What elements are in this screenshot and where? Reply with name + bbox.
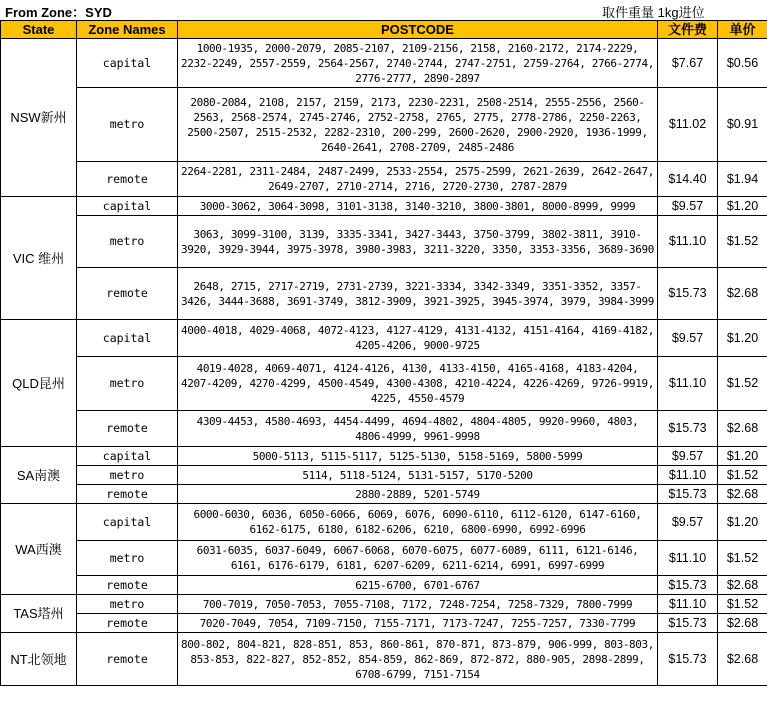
postcode-cell: 4309-4453, 4580-4693, 4454-4499, 4694-4802, 4804-4805, 9920-9960, 4803, 4806-4999, 9961-9998	[178, 411, 658, 447]
table-row	[1, 614, 767, 633]
zone-cell: remote	[77, 411, 178, 447]
table-row	[1, 411, 767, 447]
unit-price-cell: $2.68	[718, 576, 767, 595]
zone-cell: remote	[77, 162, 178, 197]
table-row	[1, 541, 767, 576]
unit-price-cell: $1.52	[718, 541, 767, 576]
postcode-cell: 5114, 5118-5124, 5131-5157, 5170-5200	[178, 466, 658, 485]
unit-price-cell: $2.68	[718, 485, 767, 504]
postcode-cell: 800-802, 804-821, 828-851, 853, 860-861, 870-871, 873-879, 906-999, 803-803, 853-853, 822-827, 852-852, 854-859, 862-869, 872-872, 880-905, 2898-2899, 6708-6799, 7151-7154	[178, 633, 658, 686]
zone-cell: capital	[77, 320, 178, 357]
state-cell: SA南澳	[1, 447, 77, 504]
column-header-fee: 文件费	[658, 21, 718, 39]
fee-cell: $14.40	[658, 162, 718, 197]
zone-cell: capital	[77, 447, 178, 466]
table-row	[1, 466, 767, 485]
from-zone-label: From Zone：SYD	[5, 5, 112, 20]
column-header-unit-price: 单价	[718, 21, 767, 39]
zone-cell: metro	[77, 357, 178, 411]
state-cell: NT北领地	[1, 633, 77, 686]
fee-cell: $15.73	[658, 633, 718, 686]
unit-price-cell: $1.52	[718, 466, 767, 485]
table-row	[1, 268, 767, 320]
postcode-cell: 6000-6030, 6036, 6050-6066, 6069, 6076, 6090-6110, 6112-6120, 6147-6160, 6162-6175, 6180, 6182-6206, 6210, 6800-6990, 6992-6996	[178, 504, 658, 541]
column-header-postcode: POSTCODE	[178, 21, 658, 39]
table-row	[1, 576, 767, 595]
fee-cell: $15.73	[658, 576, 718, 595]
unit-price-cell: $0.56	[718, 39, 767, 88]
fee-cell: $15.73	[658, 411, 718, 447]
zone-cell: remote	[77, 268, 178, 320]
postcode-cell: 2080-2084, 2108, 2157, 2159, 2173, 2230-2231, 2508-2514, 2555-2556, 2560-2563, 2568-2574, 2745-2746, 2752-2758, 2765, 2775, 2778-2786, 2250-2263, 2500-2507, 2515-2532, 2282-2310, 200-299, 2600-2620, 2900-2920, 1936-1999, 2640-2641, 2708-2709, 2485-2486	[178, 88, 658, 162]
zone-cell: remote	[77, 485, 178, 504]
table-row	[1, 320, 767, 357]
postcode-cell: 4019-4028, 4069-4071, 4124-4126, 4130, 4133-4150, 4165-4168, 4183-4204, 4207-4209, 4270-4299, 4500-4549, 4300-4308, 4210-4224, 4226-4269, 9726-9919, 4225, 4550-4579	[178, 357, 658, 411]
unit-price-cell: $1.20	[718, 197, 767, 216]
state-cell: VIC 维州	[1, 197, 77, 320]
state-cell: NSW新州	[1, 39, 77, 197]
table-row	[1, 39, 767, 88]
zone-cell: metro	[77, 466, 178, 485]
postcode-cell: 1000-1935, 2000-2079, 2085-2107, 2109-2156, 2158, 2160-2172, 2174-2229, 2232-2249, 2557-2559, 2564-2567, 2740-2744, 2747-2751, 2759-2764, 2766-2774, 2776-2777, 2890-2897	[178, 39, 658, 88]
fee-cell: $15.73	[658, 614, 718, 633]
fee-cell: $15.73	[658, 268, 718, 320]
zone-cell: remote	[77, 576, 178, 595]
table-row	[1, 504, 767, 541]
title-bar	[0, 0, 767, 21]
weight-rounding-note: 取件重量 1kg进位	[602, 5, 705, 20]
unit-price-cell: $1.52	[718, 595, 767, 614]
table-header-row	[1, 21, 767, 39]
unit-price-cell: $1.94	[718, 162, 767, 197]
postcode-rate-table	[0, 21, 767, 686]
table-row	[1, 216, 767, 268]
postcode-cell: 4000-4018, 4029-4068, 4072-4123, 4127-4129, 4131-4132, 4151-4164, 4169-4182, 4205-4206, 9000-9725	[178, 320, 658, 357]
fee-cell: $15.73	[658, 485, 718, 504]
fee-cell: $7.67	[658, 39, 718, 88]
unit-price-cell: $2.68	[718, 268, 767, 320]
zone-cell: remote	[77, 614, 178, 633]
zone-cell: remote	[77, 633, 178, 686]
unit-price-cell: $1.20	[718, 320, 767, 357]
zone-cell: capital	[77, 504, 178, 541]
unit-price-cell: $1.52	[718, 357, 767, 411]
fee-cell: $9.57	[658, 197, 718, 216]
fee-cell: $11.10	[658, 595, 718, 614]
fee-cell: $9.57	[658, 320, 718, 357]
zone-cell: capital	[77, 197, 178, 216]
postcode-cell: 7020-7049, 7054, 7109-7150, 7155-7171, 7173-7247, 7255-7257, 7330-7799	[178, 614, 658, 633]
fee-cell: $11.10	[658, 357, 718, 411]
fee-cell: $9.57	[658, 504, 718, 541]
zone-cell: metro	[77, 88, 178, 162]
zone-cell: metro	[77, 541, 178, 576]
zone-cell: capital	[77, 39, 178, 88]
postcode-cell: 3000-3062, 3064-3098, 3101-3138, 3140-3210, 3800-3801, 8000-8999, 9999	[178, 197, 658, 216]
zone-cell: metro	[77, 595, 178, 614]
postcode-cell: 5000-5113, 5115-5117, 5125-5130, 5158-5169, 5800-5999	[178, 447, 658, 466]
unit-price-cell: $2.68	[718, 633, 767, 686]
table-row	[1, 595, 767, 614]
table-row	[1, 162, 767, 197]
table-row	[1, 447, 767, 466]
table-row	[1, 88, 767, 162]
postcode-cell: 6215-6700, 6701-6767	[178, 576, 658, 595]
state-cell: WA西澳	[1, 504, 77, 595]
postcode-cell: 2880-2889, 5201-5749	[178, 485, 658, 504]
column-header-zone-names: Zone Names	[77, 21, 178, 39]
unit-price-cell: $1.20	[718, 504, 767, 541]
state-cell: TAS塔州	[1, 595, 77, 633]
table-row	[1, 633, 767, 686]
fee-cell: $11.10	[658, 541, 718, 576]
unit-price-cell: $2.68	[718, 614, 767, 633]
table-row	[1, 197, 767, 216]
unit-price-cell: $1.20	[718, 447, 767, 466]
unit-price-cell: $2.68	[718, 411, 767, 447]
postcode-cell: 6031-6035, 6037-6049, 6067-6068, 6070-6075, 6077-6089, 6111, 6121-6146, 6161, 6176-6179, 6181, 6207-6209, 6211-6214, 6991, 6997-6999	[178, 541, 658, 576]
unit-price-cell: $1.52	[718, 216, 767, 268]
table-row	[1, 357, 767, 411]
postcode-cell: 700-7019, 7050-7053, 7055-7108, 7172, 7248-7254, 7258-7329, 7800-7999	[178, 595, 658, 614]
postcode-cell: 2648, 2715, 2717-2719, 2731-2739, 3221-3334, 3342-3349, 3351-3352, 3357-3426, 3444-3688, 3691-3749, 3812-3909, 3921-3925, 3945-3974, 3979, 3984-3999	[178, 268, 658, 320]
unit-price-cell: $0.91	[718, 88, 767, 162]
table-row	[1, 485, 767, 504]
postcode-cell: 2264-2281, 2311-2484, 2487-2499, 2533-2554, 2575-2599, 2621-2639, 2642-2647, 2649-2707, 2710-2714, 2716, 2720-2730, 2787-2879	[178, 162, 658, 197]
postcode-cell: 3063, 3099-3100, 3139, 3335-3341, 3427-3443, 3750-3799, 3802-3811, 3910-3920, 3929-3944, 3975-3978, 3980-3983, 3211-3220, 3350, 3353-3356, 3689-3690	[178, 216, 658, 268]
fee-cell: $9.57	[658, 447, 718, 466]
state-cell: QLD昆州	[1, 320, 77, 447]
zone-cell: metro	[77, 216, 178, 268]
fee-cell: $11.02	[658, 88, 718, 162]
column-header-state: State	[1, 21, 77, 39]
fee-cell: $11.10	[658, 216, 718, 268]
fee-cell: $11.10	[658, 466, 718, 485]
